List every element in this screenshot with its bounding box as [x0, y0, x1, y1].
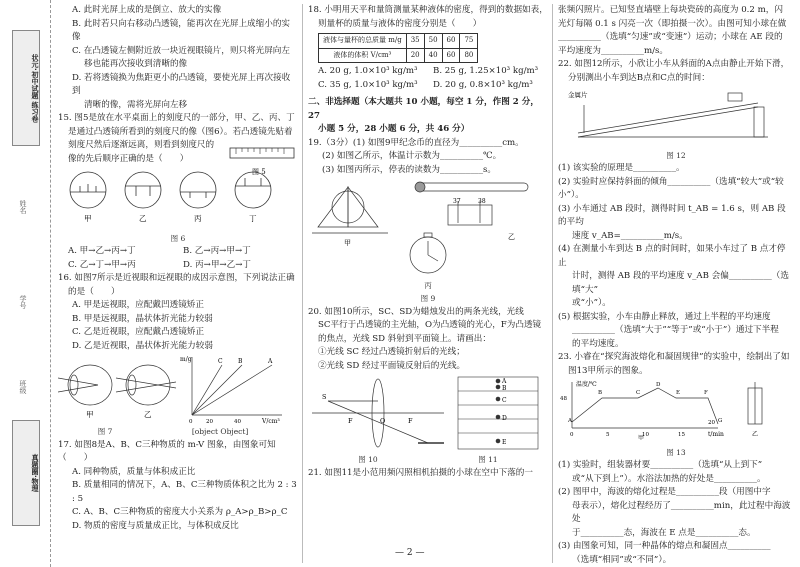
q18-data-table: 液体与量杯的总质量 m/g 35 50 60 75 液体的体积 V/cm³ 20 40 60 80 — [318, 33, 478, 63]
svg-text:48: 48 — [560, 396, 567, 402]
figure-10-lens-mirror — [308, 373, 448, 453]
figure-5-ruler — [228, 138, 298, 178]
question-17: 17. 如图8是A、B、C三种物质的 m-V 图象，由图象可知（ ） A. 同种物质，质量与体积成正比 B. 质量相同的情况下，A、B、C三种物质体积之比为 2 : 3 : 5 C. A、B、C三种物质的密度大小关系为 ρ_A>ρ_B>ρ_C D. 物质的密度与质量成正比，与体积成反比 — [58, 439, 297, 531]
q22-subquestions: (1) 该实验的原理是__________。 (2) 实验时应保持斜面的倾角__________（选填“较大”或“较小”）。 (3) 小车通过 AB 段时，测得时间 t_AB = 1.6 s，则 AB 段的平均 速度 v_AB=__________m/s。 (4) 在测量小车到达 B 点的时间时，如果小车过了 B 点才停止 计时，测得 AB 段的平均速度 v_AB 会偏__________（选填“大” 或“小”）。 (5) 根据实验，小车由静止释放，通过上半程的平均速度 __________（选填“大于”“等于”或“小于”）通过下半程 的平均速度。 — [558, 163, 789, 349]
svg-text:A: A — [502, 378, 507, 385]
figure-9-caption: 图 9 — [420, 294, 436, 303]
figure-7-eye-diagrams — [58, 353, 178, 425]
svg-text:丙: 丙 — [194, 214, 202, 223]
svg-text:5: 5 — [606, 432, 610, 438]
svg-text:m/g: m/g — [180, 356, 192, 363]
svg-text:t/min: t/min — [708, 431, 724, 438]
svg-text:40: 40 — [234, 419, 241, 425]
figure-5-caption: 图 5 — [252, 168, 266, 176]
svg-text:乙: 乙 — [508, 233, 515, 241]
figure-13-melting-graph — [558, 378, 794, 440]
question-15: 15. 图5是放在水平桌面上的刻度尺的一部分，甲、乙、丙、丁 是通过凸透镜所看到的刻度尺的像（图6）。若凸透镜先贴着 刻度尺然后逐渐远离，则看到刻度尺的 像的先后顺序正确的是（ ） 图 5 — [58, 112, 298, 166]
svg-text:A: A — [568, 418, 572, 424]
question-22: 22. 如图12所示，小欣让小车从斜面的A点由静止开始下滑， 分别测出小车到达B点和C点的时间： — [558, 59, 790, 83]
svg-text:37: 37 — [453, 198, 461, 205]
question-21: 21. 如图11是小范用频闪照相机拍摄的小球在空中下落的一 — [308, 467, 533, 478]
figure-8-caption: [object Object] — [191, 427, 249, 436]
column-2: 18. 小明用天平和量筒测量某种液体的密度，得到的数据如表， 则量杯的质量与液体的密度分别是（ ） 液体与量杯的总质量 m/g 35 50 60 75 液体的体积 V/cm³ 20 40 60 80 A. 20 g, 1.0×10³ kg/m³ B. 25 g, 1.25×10³ kg/m³ C. 35 g, 1.0×10³ kg/m³ D. 20 g, 0.8×10³ kg/m³ 二、非选择题（本大题共 10 小题，每空 1 分，作图 2 分，27 小题 5 分，28 小题 6 分，共 46 分） 19.（3分）(1) 如图9甲纪念币的直径为__________cm。 (2) 如图乙所示，体温计示数为__________℃。 (3) 如图丙所示，停表的读数为__________s。 甲 37 38 乙 丙 图 9 20. 如图10所示，SC、SD为蜡烛发出的两条光线，光线 SC平行于凸透镜的主光轴，O为凸透镜的光心，F为凸透镜 的焦点，光线 SD 斜射到平面镜上。请画出： ①光线 SC 经过凸透镜折射后的光线； ②光线 SD 经过平面镜反射后的光线。 S F O F A B C D E 图 10 图 11 21. 如图11是小范用频闪照相机拍摄的小球在空中下落的一 — [308, 4, 548, 480]
svg-text:丁: 丁 — [249, 214, 257, 223]
svg-text:0: 0 — [570, 432, 574, 438]
svg-text:B: B — [502, 385, 507, 392]
svg-text:10: 10 — [642, 432, 649, 438]
svg-text:15: 15 — [678, 432, 685, 438]
svg-text:C: C — [636, 390, 641, 396]
svg-text:G: G — [718, 418, 723, 424]
svg-text:甲: 甲 — [84, 214, 92, 223]
figure-12-caption: 图 12 — [666, 150, 686, 160]
svg-text:温度/℃: 温度/℃ — [576, 381, 597, 388]
question-18: 18. 小明用天平和量筒测量某种液体的密度，得到的数据如表， 则量杯的质量与液体的密度分别是（ ） 液体与量杯的总质量 m/g 35 50 60 75 液体的体积 V/cm³ 20 40 60 80 A. 20 g, 1.0×10³ kg/m³ B. 25 g, 1.25×10³ kg/m³ C. 35 g, 1.0×10³ kg/m³ D. 20 g, 0.8×10³ kg/m³ — [308, 4, 548, 92]
svg-text:F: F — [704, 390, 708, 396]
svg-text:乙: 乙 — [139, 214, 147, 223]
svg-text:甲: 甲 — [638, 435, 645, 440]
column-divider-2 — [552, 4, 553, 563]
figure-9-instruments — [308, 177, 548, 277]
q15-options: A. 甲→乙→丙→丁 B. 乙→丙→甲→丁 C. 乙→丁→甲→丙 D. 丙→甲→乙→丁 — [68, 246, 252, 270]
svg-text:D: D — [656, 382, 661, 388]
column-1 — [58, 4, 298, 533]
figure-11-falling-ball — [448, 373, 548, 453]
svg-text:乙: 乙 — [752, 431, 759, 438]
page-number: — 2 — — [395, 548, 425, 558]
svg-text:0: 0 — [189, 419, 193, 425]
svg-text:S: S — [322, 393, 327, 401]
question-20: 20. 如图10所示，SC、SD为蜡烛发出的两条光线，光线 SC平行于凸透镜的主光轴，O为凸透镜的光心，F为凸透镜 的焦点，光线 SD 斜射到平面镜上。请画出： ①光线 SC 经过凸透镜折射后的光线； ②光线 SD 经过平面镜反射后的光线。 — [308, 306, 542, 371]
question-21-continued: 张频闪照片。已知竖直墙壁上每块瓷砖的高度为 0.2 m，闪 光灯每隔 0.1 s 闪亮一次（即拍摄一次）。由图可知小球在做 __________（选填“匀速”或“变速”）运动；小球在 AE 段的 平均速度为__________m/s。 — [558, 5, 787, 56]
svg-text:E: E — [676, 390, 681, 396]
svg-text:E: E — [502, 439, 507, 446]
q18-options: A. 20 g, 1.0×10³ kg/m³ B. 25 g, 1.25×10³ kg/m³ C. 35 g, 1.0×10³ kg/m³ D. 20 g, 0.8×10³ kg/m³ — [318, 66, 539, 90]
figure-11-caption: 图 11 — [478, 455, 498, 464]
svg-text:C: C — [218, 358, 223, 365]
column-3 — [558, 4, 794, 567]
svg-text:C: C — [502, 397, 507, 404]
q23-subquestions: (1) 实验时，组装器材要__________（选填“从上到下” 或“从下到上”）。水浴法加热的好处是__________。 (2) 图甲中，海波的熔化过程是__________段（用图中字 母表示），熔化过程经历了__________min，此过程中海波处 于__________态，海波在 E 点是__________态。 (3) 由图象可知，同一种晶体的熔点和凝固点__________ （选填“相同”或“不同”）。 — [558, 460, 791, 565]
name-field-label: 姓名 — [19, 200, 27, 214]
svg-text:F: F — [348, 417, 353, 425]
brand-badge-bottom: 真题圈·物理 — [12, 420, 40, 526]
svg-text:B: B — [238, 358, 243, 365]
figure-7-caption: 图 7 — [97, 427, 113, 436]
figure-6-caption: 图 6 — [170, 233, 186, 243]
q14-options: A. 此时光屏上成的是倒立、放大的实像 B. 此时若只向右移动凸透镜，能再次在光屏上成缩小的实像 C. 在凸透镜左侧附近放一块近视眼镜片，则只将光屏向左 移也能再次接收到清晰的像 D. 若将透镜换为焦距更小的凸透镜，要使光屏上再次接收到 清晰的像，需将光屏向左移 — [72, 5, 291, 110]
svg-text:B: B — [598, 390, 603, 396]
svg-text:O: O — [380, 417, 386, 425]
svg-text:20: 20 — [708, 420, 715, 426]
svg-text:20: 20 — [206, 419, 213, 425]
svg-text:38: 38 — [478, 198, 486, 205]
class-field-label: 班级 — [19, 380, 27, 394]
svg-text:甲: 甲 — [344, 239, 351, 247]
svg-text:乙: 乙 — [144, 410, 152, 419]
column-divider — [302, 4, 303, 563]
svg-text:A: A — [268, 358, 273, 365]
svg-text:金属片: 金属片 — [568, 91, 588, 99]
section-2-header: 二、非选择题（本大题共 10 小题，每空 1 分，作图 2 分，27 — [308, 97, 539, 121]
brand-badge-top: 状元·初中试题 练习卷 — [12, 30, 40, 146]
svg-text:F: F — [408, 417, 413, 425]
figures-7-8 — [58, 353, 298, 425]
svg-text:D: D — [502, 415, 507, 422]
figure-13-caption: 图 13 — [666, 447, 686, 457]
question-16: 16. 如图7所示是近视眼和远视眼的成因示意图，下列说法正确 的是（ ） A. 甲是远视眼，应配戴凹透镜矫正 B. 甲是远视眼，晶状体折光能力较弱 C. 乙是近视眼，应配戴凸透镜矫正 D. 乙是近视眼，晶状体折光能力较弱 — [58, 273, 295, 351]
binding-margin — [0, 0, 51, 567]
figure-12-incline — [558, 85, 794, 143]
student-id-field-label: 学号 — [19, 295, 27, 309]
svg-text:V/cm³: V/cm³ — [262, 418, 280, 425]
figure-8-mv-graph — [178, 353, 288, 425]
svg-text:甲: 甲 — [86, 410, 94, 419]
figure-10-caption: 图 10 — [358, 455, 378, 464]
question-19: 19.（3分）(1) 如图9甲纪念币的直径为__________cm。 (2) 如图乙所示，体温计示数为__________℃。 (3) 如图丙所示，停表的读数为__________s。 — [308, 137, 524, 175]
question-23: 23. 小睿在“探究海波熔化和凝固规律”的实验中，绘制出了如 图13甲所示的图象。 — [558, 352, 790, 376]
